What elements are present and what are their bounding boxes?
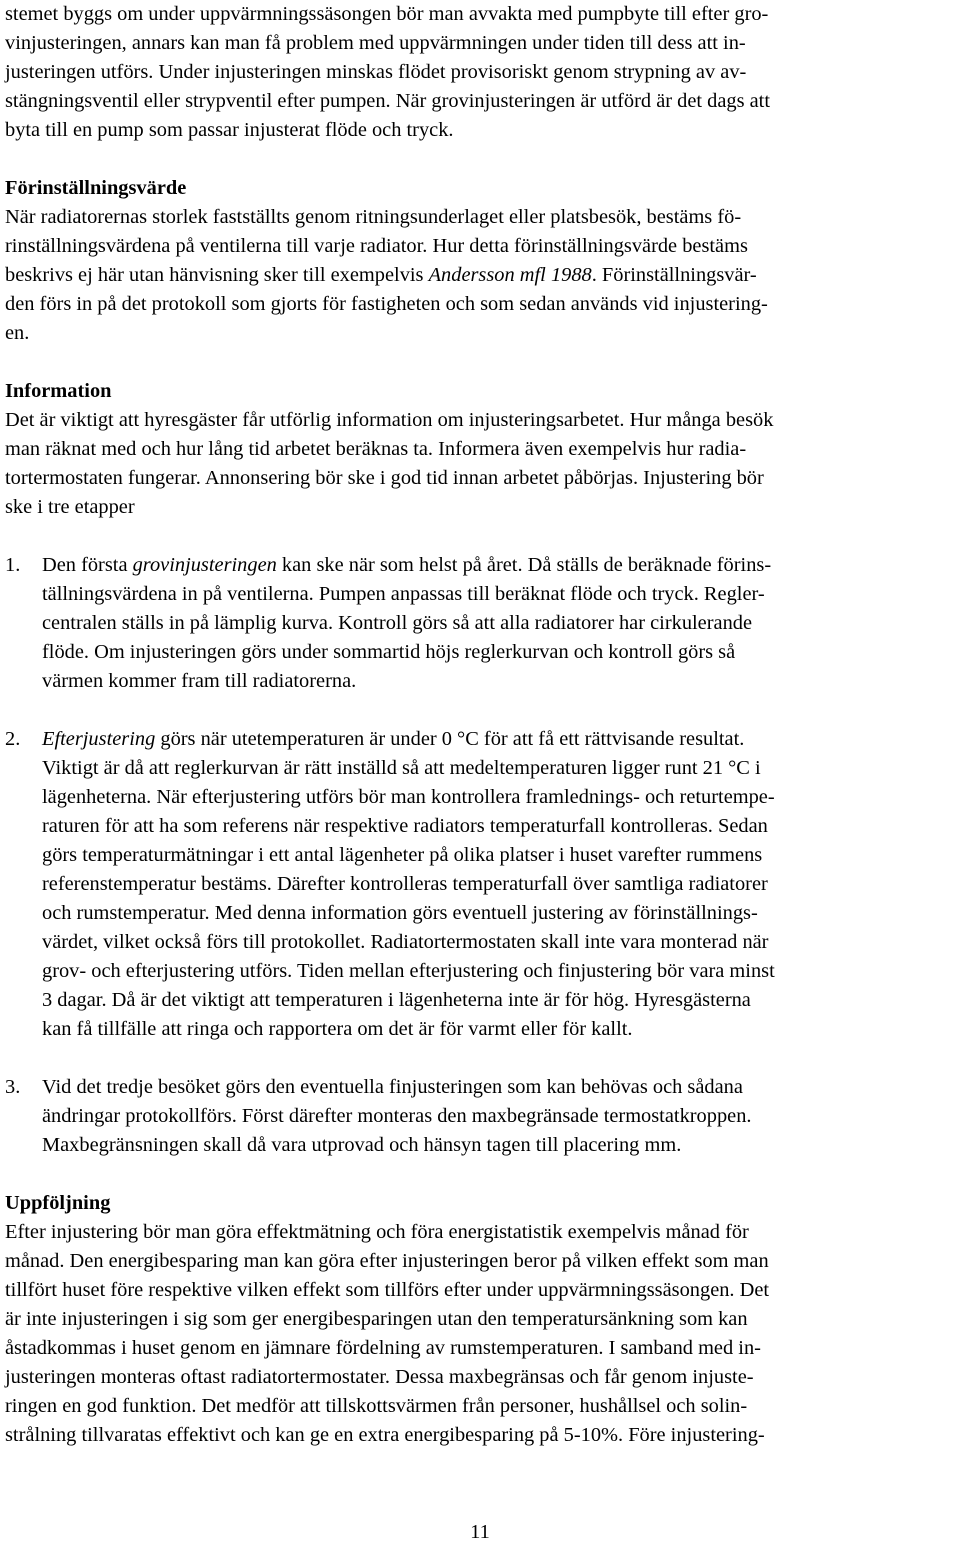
spacer — [5, 522, 957, 551]
paragraph-line: tortermostaten fungerar. Annonsering bör ske i god tid innan arbetet påbörjas. Injustering bör — [5, 467, 764, 489]
section-heading: Uppföljning — [5, 1192, 111, 1214]
intro-line: vinjusteringen, annars kan man få problem med uppvärmningen under tiden till dess att in- — [5, 32, 746, 54]
list-line: flöde. Om injusteringen görs under sommartid höjs reglerkurvan och kontroll görs så — [42, 641, 736, 663]
spacer — [5, 1160, 957, 1189]
list-line: 3 dagar. Då är det viktigt att temperaturen i lägenheterna inte är för hög. Hyresgästerna — [42, 989, 751, 1011]
paragraph-line: en. — [5, 322, 30, 344]
emphasis-term: grovinjusteringen — [132, 554, 277, 576]
document-page — [5, 0, 957, 1450]
text-run: beskrivs ej här utan hänvisning sker till exempelvis — [5, 264, 429, 286]
paragraph-line: justeringen monteras oftast radiatortermostater. Dessa maxbegränsas och får genom injuste- — [5, 1366, 754, 1388]
list-line: lägenheterna. När efterjustering utförs bör man kontrollera framlednings- och returtempe- — [42, 786, 775, 808]
section-information — [5, 377, 957, 522]
list-line: tällningsvärdena in på ventilerna. Pumpen anpassas till beräknat flöde och tryck. Regler- — [42, 583, 765, 605]
list-number: 2. — [5, 728, 21, 750]
intro-line: stängningsventil eller strypventil efter pumpen. När grovinjusteringen är utförd är det dags att — [5, 90, 770, 112]
section-forinstallningsvarde — [5, 174, 957, 348]
intro-paragraph — [5, 0, 957, 145]
list-line — [42, 725, 957, 754]
text-run: kan ske när som helst på året. Då ställs de beräknade förins- — [276, 554, 772, 576]
list-line: Maxbegränsningen skall då vara utprovad och hänsyn tagen till placering mm. — [42, 1134, 682, 1156]
list-number: 3. — [5, 1076, 21, 1098]
section-heading: Förinställningsvärde — [5, 177, 187, 199]
reference-citation: Andersson mfl 1988 — [428, 264, 592, 286]
list-line: görs temperaturmätningar i ett antal lägenheter på olika platser i huset varefter rummens — [42, 844, 763, 866]
paragraph-line: rinställningsvärdena på ventilerna till varje radiator. Hur detta förinställningsvärde bestäms — [5, 235, 748, 257]
paragraph-line: är inte injusteringen i sig som ger energibesparingen utan den temperatursänkning som kan — [5, 1308, 748, 1330]
list-line: Vid det tredje besöket görs den eventuella finjusteringen som kan behövas och sådana — [42, 1076, 743, 1098]
text-run: görs när utetemperaturen är under 0 °C för att få ett rättvisande resultat. — [155, 728, 745, 750]
paragraph-line: När radiatorernas storlek fastställts genom ritningsunderlaget eller platsbesök, bestäms fö- — [5, 206, 742, 228]
paragraph-line — [5, 261, 957, 290]
text-run: Den första — [42, 554, 133, 576]
section-uppfoljning — [5, 1189, 957, 1450]
spacer — [5, 145, 957, 174]
paragraph-line: tillfört huset före respektive vilken effekt som tillförs efter under uppvärmningssäsongen. Det — [5, 1279, 770, 1301]
paragraph-line: månad. Den energibesparing man kan göra efter injusteringen beror på vilken effekt som man — [5, 1250, 769, 1272]
list-line: raturen för att ha som referens när respektive radiators temperaturfall kontrolleras. Sedan — [42, 815, 768, 837]
list-item-step-2 — [5, 725, 957, 1044]
spacer — [5, 696, 957, 725]
list-line: ändringar protokollförs. Först därefter monteras den maxbegränsade termostatkroppen. — [42, 1105, 752, 1127]
paragraph-line: ske i tre etapper — [5, 496, 135, 518]
page-number: 11 — [470, 1521, 490, 1543]
list-item-step-1 — [5, 551, 957, 696]
list-line: och rumstemperatur. Med denna information görs eventuell justering av förinställnings- — [42, 902, 758, 924]
list-line: referenstemperatur bestäms. Därefter kontrolleras temperaturfall över samtliga radiatorer — [42, 873, 768, 895]
paragraph-line: strålning tillvaratas effektivt och kan ge en extra energibesparing på 5-10%. Före injustering- — [5, 1424, 765, 1446]
list-line: kan få tillfälle att ringa och rapportera om det är för varmt eller för kallt. — [42, 1018, 633, 1040]
paragraph-line: den förs in på det protokoll som gjorts för fastigheten och som sedan används vid injustering- — [5, 293, 768, 315]
text-run: . Förinställningsvär- — [591, 264, 757, 286]
paragraph-line: ringen en god funktion. Det medför att tillskottsvärmen från personer, hushållsel och solin- — [5, 1395, 748, 1417]
list-number: 1. — [5, 554, 21, 576]
list-line: värmen kommer fram till radiatorerna. — [42, 670, 357, 692]
list-line: grov- och efterjustering utförs. Tiden mellan efterjustering och finjustering bör vara minst — [42, 960, 775, 982]
emphasis-term: Efterjustering — [42, 728, 156, 750]
list-item-step-3 — [5, 1073, 957, 1160]
intro-line: byta till en pump som passar injusterat flöde och tryck. — [5, 119, 454, 141]
paragraph-line: åstadkommas i huset genom en jämnare fördelning av rumstemperaturen. I samband med in- — [5, 1337, 761, 1359]
spacer — [5, 1044, 957, 1073]
paragraph-line: Efter injustering bör man göra effektmätning och föra energistatistik exempelvis månad för — [5, 1221, 749, 1243]
list-line: centralen ställs in på lämplig kurva. Kontroll görs så att alla radiatorer har cirkulerande — [42, 612, 753, 634]
paragraph-line: man räknat med och hur lång tid arbetet beräknas ta. Informera även exempelvis hur radia- — [5, 438, 747, 460]
spacer — [5, 348, 957, 377]
intro-line: justeringen utförs. Under injusteringen minskas flödet provisoriskt genom strypning av av- — [5, 61, 747, 83]
list-line — [42, 551, 957, 580]
list-line: värdet, vilket också förs till protokollet. Radiatortermostaten skall inte vara monterad när — [42, 931, 769, 953]
intro-line: stemet byggs om under uppvärmningssäsongen bör man avvakta med pumpbyte till efter gro- — [5, 3, 769, 25]
section-heading: Information — [5, 380, 112, 402]
paragraph-line: Det är viktigt att hyresgäster får utförlig information om injusteringsarbetet. Hur många besök — [5, 409, 774, 431]
list-line: Viktigt är då att reglerkurvan är rätt inställd så att medeltemperaturen ligger runt 21 °C i — [42, 757, 761, 779]
